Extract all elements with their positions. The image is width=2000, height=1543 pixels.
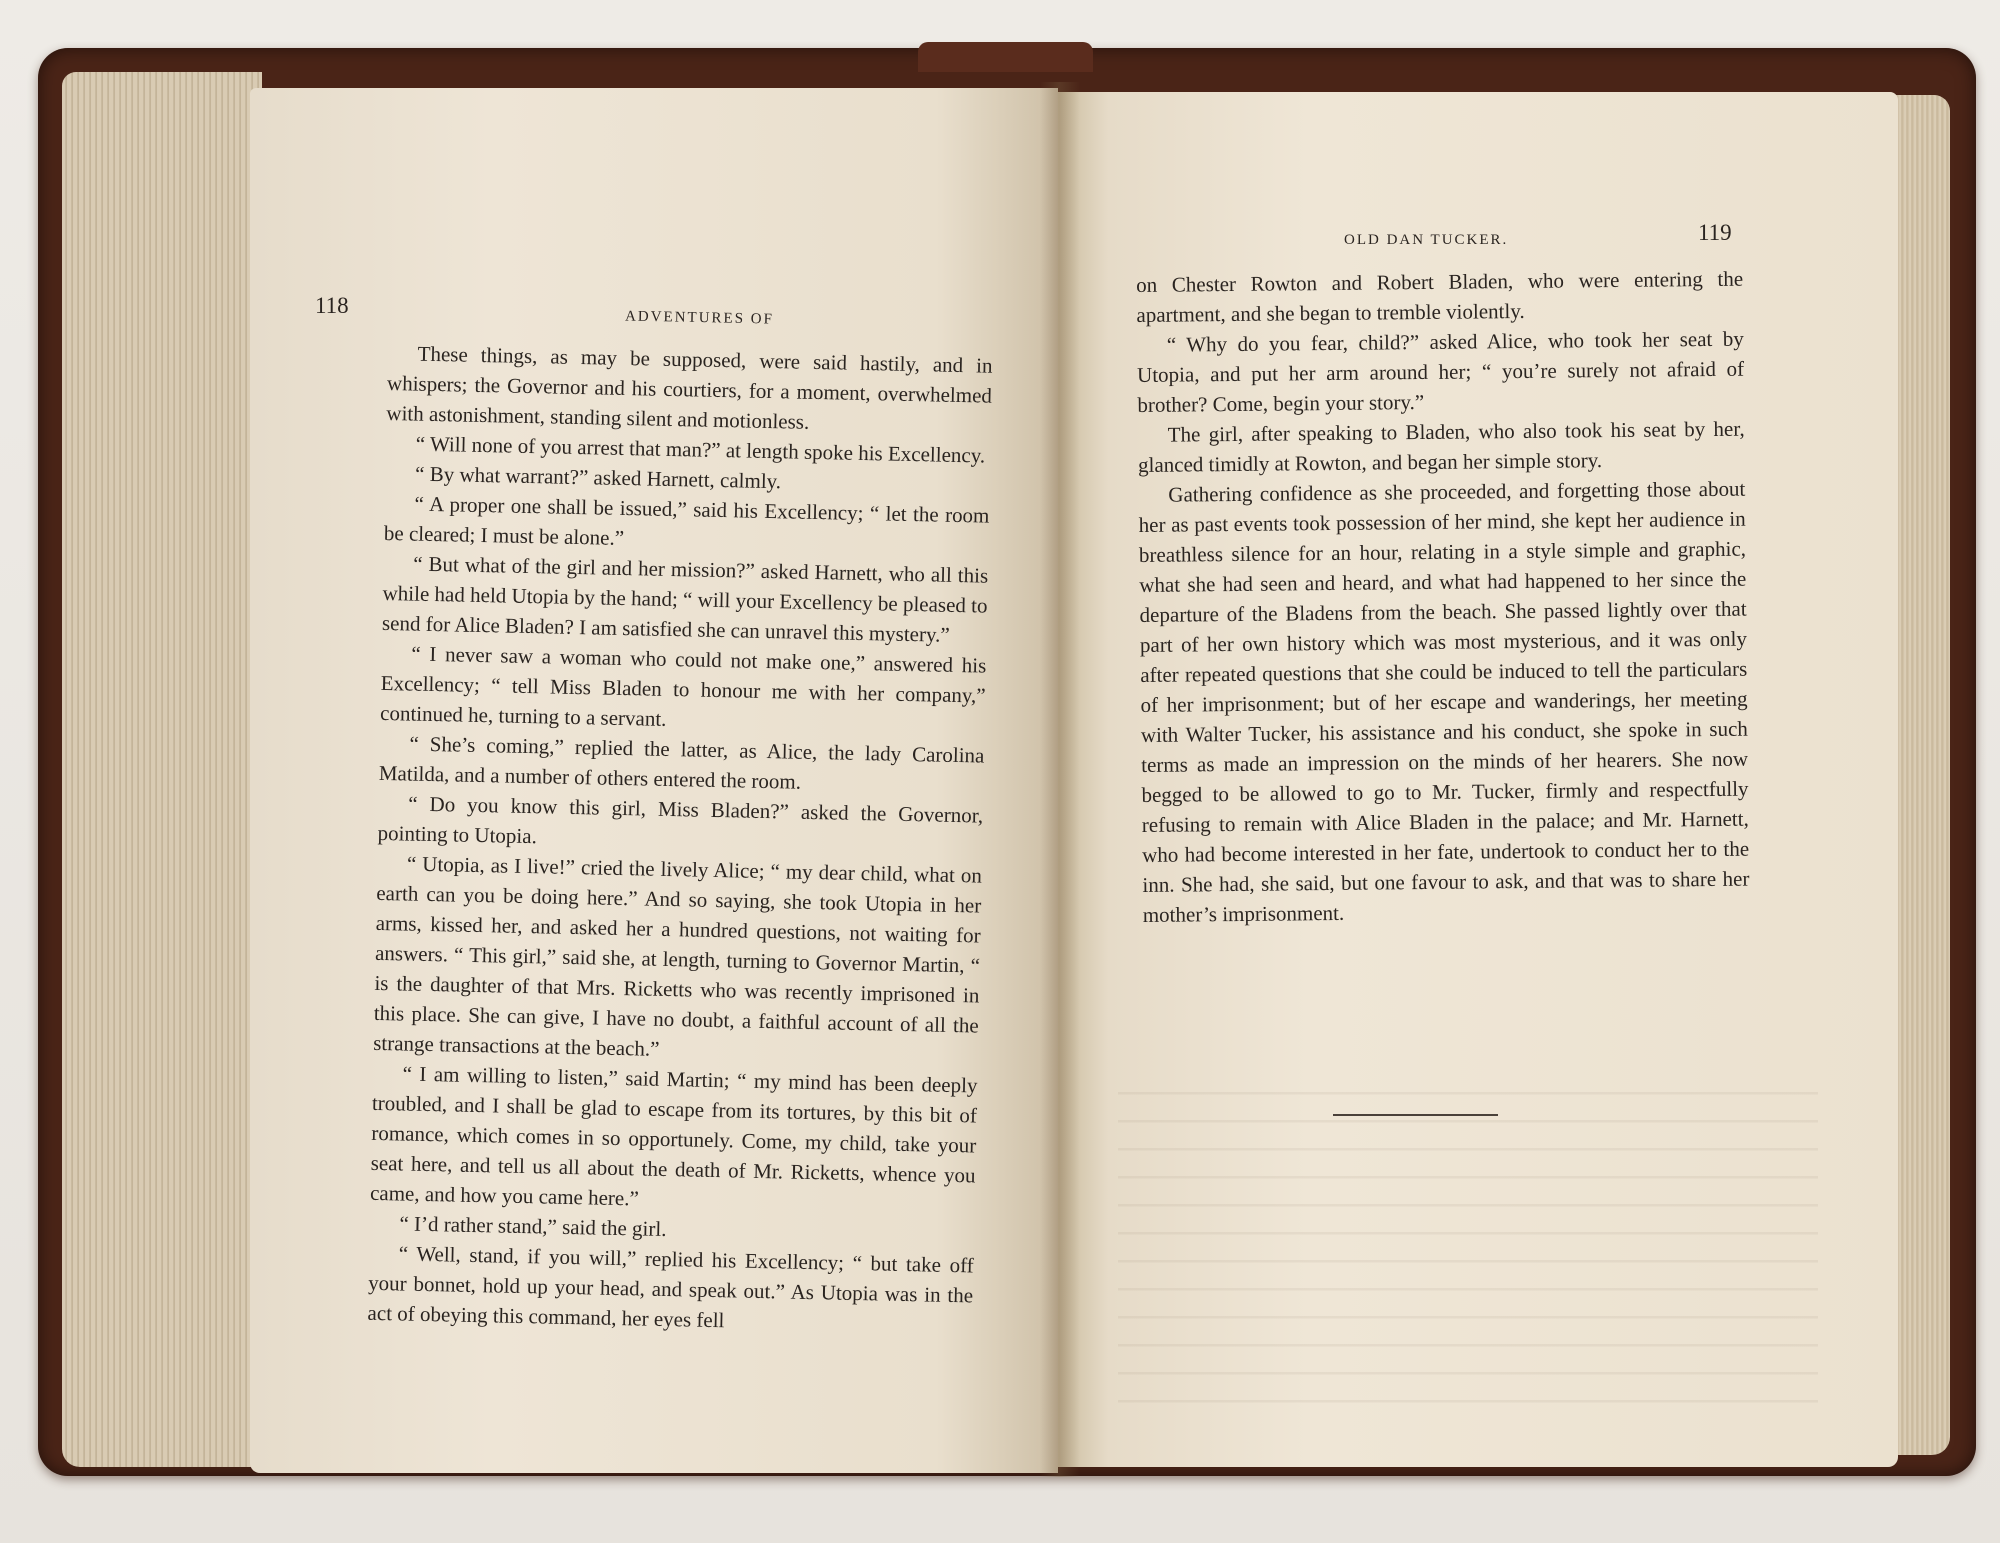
left-page-text bbox=[367, 338, 993, 1340]
book-gutter bbox=[1040, 82, 1080, 1477]
paragraph: Gathering confidence as she proceeded, and forgetting those about her as past events took possession of her mind, she kept her audience in breathless silence for an hour, relating in a style simple and graphic, what she had seen and heard, and what had happened to her since the departure of the Bladens from the beach. She passed lightly over that part of her own history which was most mysterious, and it was only after repeated questions that she could be induced to tell the particulars of her imprisonment; but of her escape and wanderings, her meeting with Walter Tucker, his assistance and his conduct, she spoke in such terms as made an impression on the minds of her hearers. She now begged to be allowed to go to Mr. Tucker, firmly and respectfully refusing to remain with Alice Bladen in the palace; and Mr. Harnett, who had become interested in her fate, undertook to conduct her to the inn. She had, she said, but one favour to ask, and that was to share her mother’s imprisonment. bbox=[1138, 476, 1750, 927]
paragraph: “ Utopia, as I live!” cried the lively Alice; “ my dear child, what on earth can you be doing here.” And so saying, she took Utopia in her arms, kissed her, and asked her a hundred questions, not waiting for answers. “ This girl,” said she, at length, turning to Governor Martin, “ is the daughter of that Mrs. Ricketts who was recently imprisoned in this place. She can give, I have no doubt, a faithful account of all the strange transactions at the beach.” bbox=[372, 851, 983, 1061]
paragraph: “ But what of the girl and her mission?” asked Harnett, who all this while had held Utopia by the hand; “ will your Excellency be pleased to send for Alice Bladen? I am satisfied she can unravel this mystery.” bbox=[381, 551, 989, 647]
paragraph: These things, as may be supposed, were said hastily, and in whispers; the Governor and his courtiers, for a moment, overwhelmed with astonishment, standing silent and motionless. bbox=[386, 341, 993, 434]
paragraph: “ Why do you fear, child?” asked Alice, who took her seat by Utopia, and put her arm around her; “ you’re surely not afraid of brother? Come, begin your story.” bbox=[1136, 326, 1745, 417]
paragraph: on Chester Rowton and Robert Bladen, who were entering the apartment, and she began to tremble violently. bbox=[1136, 266, 1744, 327]
right-page-text bbox=[1136, 264, 1750, 930]
page-number-right: 119 bbox=[1698, 220, 1732, 245]
paragraph: “ By what warrant?” asked Harnett, calmly. bbox=[414, 461, 782, 494]
paragraph: “ Well, stand, if you will,” replied his Excellency; “ but take off your bonnet, hold up your head, and speak out.” As Utopia was in the act of obeying this command, her eyes fell bbox=[367, 1241, 974, 1333]
paragraph: “ A proper one shall be issued,” said his Excellency; “ let the room be cleared; I must be alone.” bbox=[383, 491, 990, 550]
page-edges-left bbox=[62, 72, 262, 1467]
running-head-right: OLD DAN TUCKER. bbox=[1344, 232, 1509, 248]
show-through-text bbox=[1118, 1092, 1818, 1422]
paragraph: “ I’d rather stand,” said the girl. bbox=[399, 1211, 667, 1242]
paragraph: “ Will none of you arrest that man?” at length spoke his Excellency. bbox=[415, 431, 986, 468]
paragraph: “ I never saw a woman who could not make one,” answered his Excellency; “ tell Miss Bladen to honour me with her company,” continued he, turning to a servant. bbox=[379, 641, 987, 731]
chapter-end-rule bbox=[1333, 1114, 1498, 1116]
page-number-left: 118 bbox=[315, 293, 349, 318]
paragraph: “ I am willing to listen,” said Martin; “ my mind has been deeply troubled, and I shall be glad to escape from its tortures, by this bit of romance, which comes in so opportunely. Come, my child, take your seat here, and tell us all about the death of Mr. Ricketts, whence you came, and how you came here.” bbox=[369, 1061, 978, 1211]
running-head-left: ADVENTURES OF bbox=[624, 308, 775, 328]
paragraph: “ Do you know this girl, Miss Bladen?” asked the Governor, pointing to Utopia. bbox=[377, 791, 984, 849]
paragraph: “ She’s coming,” replied the latter, as Alice, the lady Carolina Matilda, and a number of others entered the room. bbox=[378, 731, 985, 794]
paragraph: The girl, after speaking to Bladen, who also took his seat by her, glanced timidly at Rowton, and began her simple story. bbox=[1137, 416, 1745, 477]
right-page bbox=[1058, 92, 1898, 1467]
left-page bbox=[250, 88, 1058, 1473]
